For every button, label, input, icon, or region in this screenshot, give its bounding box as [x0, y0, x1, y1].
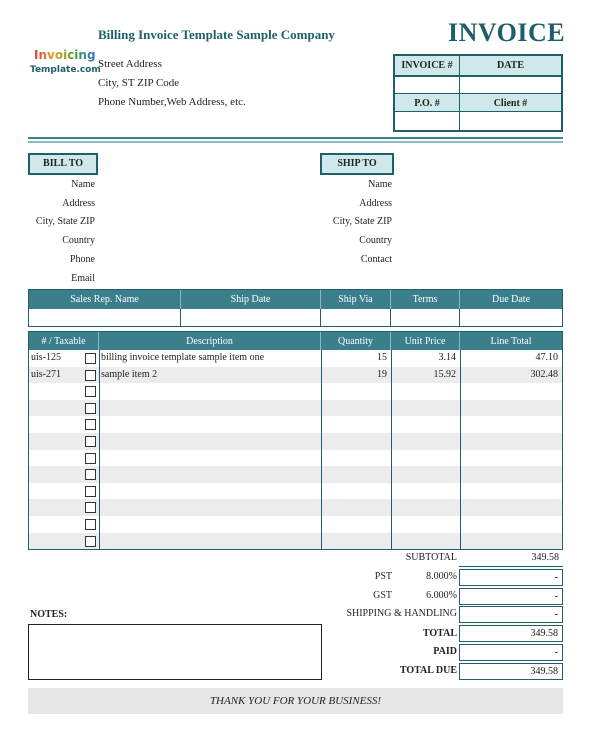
sales-rep-header: Sales Rep. Name	[29, 290, 181, 309]
taxable-checkbox[interactable]	[85, 403, 96, 414]
item-id[interactable]: uis-271	[31, 368, 61, 380]
taxable-checkbox[interactable]	[85, 486, 96, 497]
item-unit-price[interactable]: 3.14	[438, 352, 456, 363]
company-name: Billing Invoice Template Sample Company	[98, 27, 335, 42]
item-line-total[interactable]: 302.48	[530, 368, 558, 380]
date-field[interactable]	[462, 78, 559, 92]
pst-rate: 8.000%	[426, 571, 457, 582]
taxable-checkbox[interactable]	[85, 353, 96, 364]
logo-line1: Invoicing	[34, 48, 96, 62]
item-quantity[interactable]: 19	[377, 368, 387, 380]
divider-bottom	[28, 141, 563, 143]
total-value: 349.58	[459, 625, 563, 642]
item-description[interactable]: sample item 2	[101, 368, 158, 380]
item-line-total[interactable]: 47.10	[535, 352, 558, 363]
notes-box[interactable]	[28, 624, 322, 680]
ship_to-field-label: Country	[359, 235, 392, 247]
items-header	[29, 332, 562, 350]
bill_to-field-label: Name	[71, 179, 95, 190]
item-id[interactable]: uis-125	[31, 352, 61, 363]
taxable-checkbox[interactable]	[85, 419, 96, 430]
invoice-number-label: INVOICE #	[401, 60, 453, 71]
item-description[interactable]: billing invoice template sample item one	[101, 352, 265, 363]
shipping-info-row	[29, 309, 562, 326]
table-row	[29, 483, 562, 500]
table-row	[29, 516, 562, 533]
date-label: DATE	[496, 60, 525, 71]
ship-via-header: Ship Via	[321, 290, 391, 309]
table-row	[29, 499, 562, 516]
description-header: Description	[99, 332, 321, 350]
terms-header: Terms	[391, 290, 460, 309]
table-row	[29, 433, 562, 450]
table-row	[29, 367, 562, 384]
company-contact: Phone Number,Web Address, etc.	[98, 96, 246, 108]
total-due-value: 349.58	[459, 663, 563, 680]
ship-date-header: Ship Date	[181, 290, 321, 309]
taxable-checkbox[interactable]	[85, 386, 96, 397]
gst-value: -	[459, 588, 563, 605]
shipping-info-header	[29, 290, 562, 309]
notes-label: NOTES:	[30, 609, 68, 620]
bill-to-heading: BILL TO	[28, 153, 98, 175]
invoice-meta-box	[393, 54, 563, 132]
divider-top	[28, 137, 563, 139]
ship-date-field[interactable]	[181, 309, 321, 326]
paid-label: PAID	[433, 646, 457, 657]
total-label: TOTAL	[422, 628, 457, 639]
table-row	[29, 383, 562, 400]
item-unit-price[interactable]: 15.92	[433, 368, 456, 380]
pst-value: -	[459, 569, 563, 586]
bill_to-field-label: Phone	[70, 253, 95, 265]
po-label: P.O. #	[414, 98, 440, 109]
terms-field[interactable]	[391, 309, 460, 326]
pst-label: PST	[374, 571, 392, 582]
shipping-value: -	[459, 606, 563, 623]
due-date-field[interactable]	[460, 309, 562, 326]
subtotal-label: SUBTOTAL	[405, 552, 457, 563]
table-row	[29, 533, 562, 550]
subtotal-value: 349.58	[459, 550, 563, 567]
table-row	[29, 350, 562, 367]
taxable-checkbox[interactable]	[85, 519, 96, 530]
item-quantity[interactable]: 15	[377, 352, 387, 363]
paid-value: -	[459, 644, 563, 661]
shipping-label: SHIPPING & HANDLING	[346, 608, 457, 619]
ship_to-field-label: Address	[359, 197, 392, 209]
bill_to-field-label: Address	[62, 197, 95, 209]
ship_to-field-label: City, State ZIP	[332, 216, 392, 228]
footer-thanks: THANK YOU FOR YOUR BUSINESS!	[28, 688, 563, 714]
ship-to-heading: SHIP TO	[320, 153, 394, 175]
taxable-checkbox[interactable]	[85, 436, 96, 447]
gst-rate: 6.000%	[426, 590, 457, 601]
ship_to-field-label: Contact	[360, 253, 392, 265]
taxable-checkbox[interactable]	[85, 453, 96, 464]
table-row	[29, 466, 562, 483]
taxable-header: # / Taxable	[29, 332, 99, 350]
unit-price-header: Unit Price	[391, 332, 460, 350]
due-date-header: Due Date	[491, 294, 531, 305]
items-body	[29, 350, 562, 549]
sales-rep-field[interactable]	[29, 309, 181, 326]
taxable-checkbox[interactable]	[85, 370, 96, 381]
company-street: Street Address	[98, 58, 162, 70]
quantity-header: Quantity	[321, 332, 391, 350]
bill_to-field-label: Email	[71, 272, 95, 284]
shipping-info-table	[28, 289, 563, 327]
table-row	[29, 450, 562, 467]
invoice-title: INVOICE	[448, 18, 566, 47]
logo-line2: Template.com	[30, 65, 101, 75]
gst-label: GST	[373, 590, 392, 601]
table-row	[29, 400, 562, 417]
bill_to-field-label: City, State ZIP	[35, 216, 95, 228]
company-city: City, ST ZIP Code	[98, 77, 180, 89]
taxable-checkbox[interactable]	[85, 536, 96, 547]
client-label: Client #	[493, 98, 528, 109]
line-total-header: Line Total	[490, 335, 532, 347]
total-due-label: TOTAL DUE	[399, 665, 457, 676]
client-field[interactable]	[462, 114, 559, 128]
po-field[interactable]	[397, 114, 457, 128]
bill_to-field-label: Country	[62, 235, 95, 247]
items-table	[28, 331, 563, 550]
ship-via-field[interactable]	[321, 309, 391, 326]
taxable-checkbox[interactable]	[85, 502, 96, 513]
invoice-number-field[interactable]	[397, 78, 457, 92]
logo	[34, 48, 96, 62]
table-row	[29, 416, 562, 433]
ship_to-field-label: Name	[368, 179, 392, 190]
taxable-checkbox[interactable]	[85, 469, 96, 480]
